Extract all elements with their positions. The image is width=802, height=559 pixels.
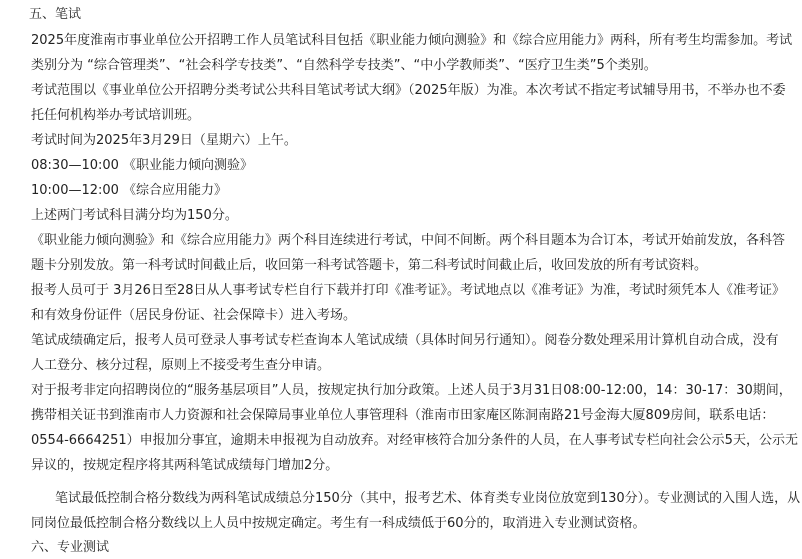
section-heading-written-exam: 五、笔试	[29, 7, 82, 22]
paragraph-line: 类别分为 “综合管理类”、“社会科学专技类”、“自然科学专技类”、“中小学教师类”、“医疗卫生类”5个类别。	[31, 58, 657, 73]
schedule-line: 08:30—10:00 《职业能力倾向测验》	[31, 158, 254, 173]
section-heading-professional-test: 六、专业测试	[31, 540, 110, 555]
paragraph-line: 上述两门考试科目满分均为150分。	[31, 208, 238, 223]
paragraph-line: 《职业能力倾向测验》和《综合应用能力》两个科目连续进行考试，中间不间断。两个科目题本为合订本，考试开始前发放，各科答	[31, 233, 786, 248]
paragraph-line: 笔试最低控制合格分数线为两科笔试成绩总分150分（其中，报考艺术、体育类专业岗位放宽到130分）。专业测试的入围人选，从	[55, 491, 801, 506]
paragraph-line: 同岗位最低控制合格分数线以上人员中按规定确定。考生有一科成绩低于60分的，取消进入专业测试资格。	[31, 516, 646, 531]
paragraph-line: 题卡分别发放。第一科考试时间截止后，收回第一科考试答题卡，第二科考试时间截止后，收回发放的所有考试资料。	[31, 258, 708, 273]
schedule-line: 10:00—12:00 《综合应用能力》	[31, 183, 228, 198]
paragraph-line: 和有效身份证件（居民身份证、社会保障卡）进入考场。	[31, 308, 357, 323]
paragraph-line: 携带相关证书到淮南市人力资源和社会保障局事业单位人事管理科（淮南市田家庵区陈洞南路21号金海大厦809房间，联系电话：	[31, 408, 775, 423]
paragraph-line: 对于报考非定向招聘岗位的“服务基层项目”人员，按规定执行加分政策。上述人员于3月31日08:00-12:00，14：30-17：30期间，	[31, 383, 792, 398]
paragraph-line: 托任何机构举办考试培训班。	[31, 108, 201, 123]
paragraph-line: 考试范围以《事业单位公开招聘分类考试公共科目笔试考试大纲》（2025年版）为准。本次考试不指定考试辅导用书，不举办也不委	[31, 83, 786, 98]
paragraph-line: 人工登分、核分过程，原则上不接受考生查分申请。	[31, 358, 331, 373]
paragraph-line: 0554-6664251）申报加分事宜，逾期未申报视为自动放弃。对经审核符合加分条件的人员，在人事考试专栏向社会公示5天，公示无	[31, 433, 798, 448]
paragraph-line: 异议的，按规定程序将其两科笔试成绩每门增加2分。	[31, 458, 339, 473]
paragraph-line: 笔试成绩确定后，报考人员可登录人事考试专栏查询本人笔试成绩（具体时间另行通知）。阅卷分数处理采用计算机自动合成，没有	[31, 333, 779, 348]
paragraph-line: 考试时间为2025年3月29日（星期六）上午。	[31, 133, 297, 148]
paragraph-line: 报考人员可于 3月26日至28日从人事考试专栏自行下载并打印《准考证》。考试地点以《准考证》为准，考试时须凭本人《准考证》	[31, 283, 785, 298]
paragraph-line: 2025年度淮南市事业单位公开招聘工作人员笔试科目包括《职业能力倾向测验》和《综合应用能力》两科，所有考生均需参加。考试	[31, 33, 793, 48]
